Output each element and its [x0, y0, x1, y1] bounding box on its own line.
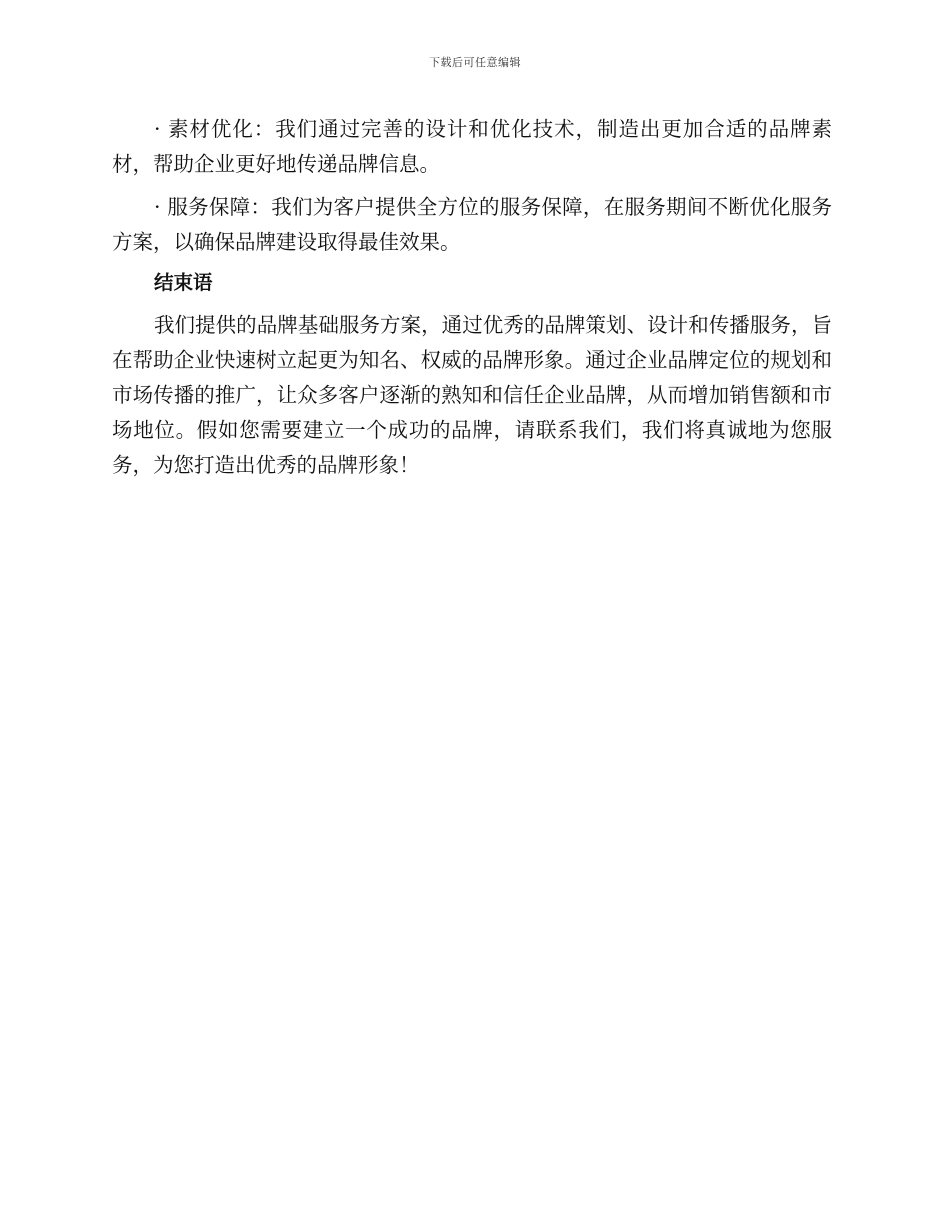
bullet-service-guarantee: · 服务保障：我们为客户提供全方位的服务保障，在服务期间不断优化服务方案，以确保品牌建设取得最佳效果。 — [112, 195, 832, 254]
conclusion-paragraph: 我们提供的品牌基础服务方案，通过优秀的品牌策划、设计和传播服务，旨在帮助企业快速树立起更为知名、权威的品牌形象。通过企业品牌定位的规划和市场传播的推广，让众多客户逐渐的熟知和信任企业品牌，从而增加销售额和市场地位。假如您需要建立一个成功的品牌，请联系我们，我们将真诚地为您服务，为您打造出优秀的品牌形象！ — [112, 313, 832, 477]
document-body — [112, 112, 832, 491]
section-heading-conclusion: 结束语 — [154, 271, 213, 294]
page-header-note: 下载后可任意编辑 — [429, 56, 521, 69]
bullet-material-optimization: · 素材优化：我们通过完善的设计和优化技术，制造出更加合适的品牌素材，帮助企业更好地传递品牌信息。 — [112, 117, 832, 176]
